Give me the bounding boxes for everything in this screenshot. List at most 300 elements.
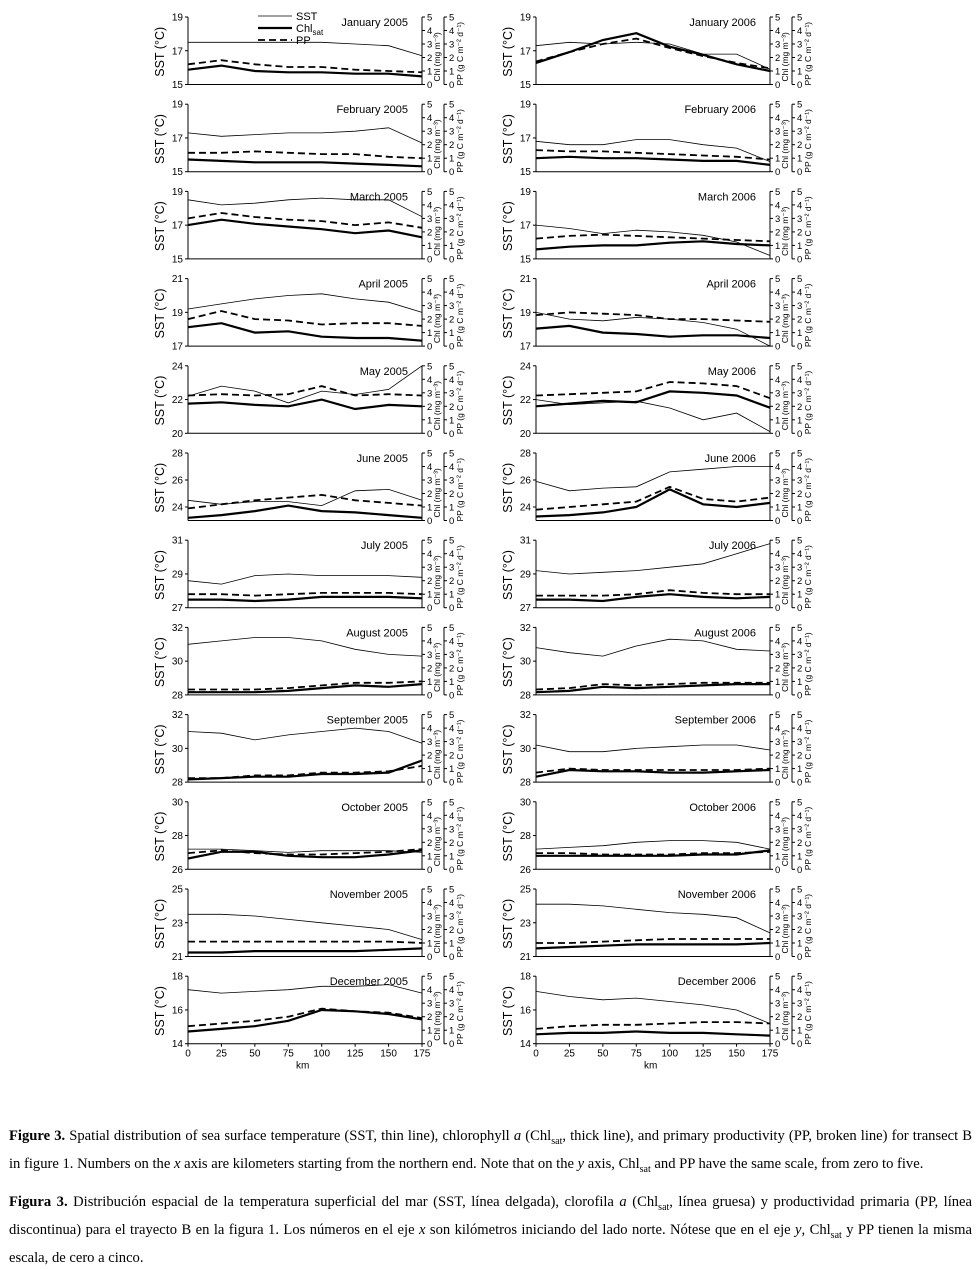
sst-axis-label: SST (°C) <box>501 724 515 775</box>
pp-tick-label: 3 <box>449 126 455 138</box>
sst-tick-label: 24 <box>171 361 183 373</box>
panel-september-2006 <box>501 710 813 789</box>
pp-tick-label: 2 <box>797 1012 803 1024</box>
pp-tick-label: 0 <box>449 80 455 91</box>
caption-es-italic-a: a <box>619 1194 627 1210</box>
chl-tick-label: 3 <box>427 911 433 923</box>
sst-tick-label: 28 <box>171 777 183 789</box>
chl-axis-label: Chl (mg m⁻³) <box>432 729 442 780</box>
pp-axis-label: PP (g C m⁻² d⁻¹) <box>455 806 465 871</box>
chl-tick-label: 3 <box>775 824 781 836</box>
sst-tick-label: 29 <box>171 569 183 581</box>
chl-tick-label: 2 <box>775 837 781 849</box>
chl-axis-label: Chl (mg m⁻³) <box>780 468 790 518</box>
sst-tick-label: 18 <box>171 971 183 983</box>
pp-tick-label: 5 <box>797 448 803 460</box>
pp-axis-label: PP (g C m⁻² d⁻¹) <box>803 109 813 173</box>
panel-october-2005 <box>153 797 465 876</box>
pp-tick-label: 4 <box>449 549 455 561</box>
caption-es-text: y PP tienen la misma escala, de cero a cinco. <box>9 1221 972 1266</box>
chl-tick-label: 3 <box>427 388 433 400</box>
caption-es-text: son kilómetros iniciando del lado norte. Nótese que en el eje <box>425 1221 796 1238</box>
sst-tick-label: 27 <box>519 603 531 615</box>
chl-tick-label: 2 <box>775 53 781 64</box>
panel-title: July 2006 <box>708 540 756 553</box>
chl-tick-label: 0 <box>427 952 433 963</box>
pp-tick-label: 5 <box>797 274 803 286</box>
pp-tick-label: 0 <box>449 516 455 527</box>
pp-tick-label: 5 <box>797 971 803 983</box>
sst-axis-label: SST (°C) <box>501 26 515 77</box>
chl-tick-label: 2 <box>775 401 781 413</box>
panel-june-2006 <box>501 449 813 528</box>
sst-line <box>536 312 770 346</box>
x-tick-label: 0 <box>533 1048 539 1060</box>
panel-title: April 2005 <box>358 278 408 291</box>
pp-tick-label: 0 <box>449 690 455 702</box>
pp-axis-label: PP (g C m⁻² d⁻¹) <box>803 196 813 260</box>
pp-tick-label: 4 <box>797 287 803 299</box>
sst-axis-label: SST (°C) <box>153 811 167 862</box>
pp-tick-label: 1 <box>797 153 803 165</box>
sst-tick-label: 19 <box>171 307 183 319</box>
chl-tick-label: 4 <box>775 287 781 299</box>
pp-tick-label: 2 <box>797 925 803 936</box>
chl-axis-label: Chl (mg m⁻³) <box>780 293 790 344</box>
sst-tick-label: 24 <box>519 361 531 373</box>
chl-tick-label: 2 <box>775 576 781 588</box>
sst-tick-label: 21 <box>171 952 183 963</box>
chl-tick-label: 3 <box>775 39 781 51</box>
pp-tick-label: 2 <box>449 576 455 588</box>
sst-tick-label: 14 <box>519 1039 531 1051</box>
chl-tick-label: 1 <box>427 240 433 252</box>
sst-tick-label: 29 <box>519 569 531 581</box>
sst-axis-label: SST (°C) <box>153 114 167 164</box>
caption-en-label: Figure 3. <box>9 1128 66 1144</box>
pp-tick-label: 5 <box>797 186 803 198</box>
pp-axis-label: PP (g C m⁻² d⁻¹) <box>803 806 813 871</box>
chl-tick-label: 4 <box>427 462 433 473</box>
sst-tick-label: 19 <box>519 186 531 198</box>
pp-tick-label: 4 <box>797 549 803 561</box>
pp-tick-label: 1 <box>797 851 803 863</box>
sst-tick-label: 17 <box>171 46 183 58</box>
chl-tick-label: 4 <box>427 898 433 909</box>
pp-tick-label: 4 <box>449 287 455 299</box>
pp-axis-label: PP (g C m⁻² d⁻¹) <box>455 370 465 435</box>
pp-axis-label: PP (g C m⁻² d⁻¹) <box>803 632 813 696</box>
pp-tick-label: 0 <box>797 777 803 789</box>
sst-line <box>536 639 770 656</box>
pp-tick-label: 4 <box>797 113 803 125</box>
panel-august-2005 <box>153 623 465 702</box>
sst-line <box>536 42 770 69</box>
x-tick-label: 25 <box>563 1048 575 1060</box>
sst-tick-label: 28 <box>519 831 531 843</box>
panel-july-2006 <box>501 536 813 615</box>
panel-august-2006 <box>501 623 813 702</box>
pp-tick-label: 5 <box>449 274 455 286</box>
chl-tick-label: 3 <box>427 562 433 574</box>
chl-tick-label: 0 <box>775 603 781 615</box>
pp-tick-label: 5 <box>449 99 455 111</box>
chl-tick-label: 5 <box>427 884 433 896</box>
sst-tick-label: 17 <box>519 46 531 58</box>
pp-tick-label: 0 <box>449 428 455 440</box>
chl-tick-label: 2 <box>775 140 781 152</box>
pp-tick-label: 2 <box>449 837 455 849</box>
chl-axis-label: Chl (mg m⁻³) <box>432 642 442 692</box>
pp-tick-label: 5 <box>449 448 455 460</box>
chl-tick-label: 0 <box>775 254 781 266</box>
caption-es-text: , Chl <box>801 1221 831 1238</box>
chl-axis-label: Chl (mg m⁻³) <box>780 904 790 954</box>
panel-title: July 2005 <box>360 540 408 553</box>
chl-tick-label: 0 <box>775 864 781 876</box>
chl-tick-label: 1 <box>775 502 781 514</box>
pp-tick-label: 1 <box>449 764 455 776</box>
sst-axis-label: SST (°C) <box>501 986 515 1036</box>
sst-axis-label: SST (°C) <box>153 550 167 600</box>
pp-tick-label: 0 <box>797 428 803 440</box>
sst-tick-label: 24 <box>171 502 183 514</box>
panel-title: February 2006 <box>684 104 756 117</box>
pp-tick-label: 0 <box>797 603 803 615</box>
panel-title: March 2006 <box>697 191 756 204</box>
pp-tick-label: 4 <box>797 723 803 735</box>
sst-tick-label: 17 <box>171 133 183 145</box>
sst-axis-label: SST (°C) <box>501 201 515 252</box>
pp-line <box>188 942 422 943</box>
sst-tick-label: 23 <box>171 918 183 930</box>
sst-tick-label: 21 <box>519 274 531 286</box>
sst-tick-label: 15 <box>519 80 531 91</box>
sst-tick-label: 17 <box>519 133 531 145</box>
chl-tick-label: 2 <box>427 314 433 326</box>
chl-tick-label: 1 <box>775 676 781 688</box>
panel-march-2005 <box>153 187 465 266</box>
chl-tick-label: 0 <box>427 428 433 440</box>
panel-april-2005 <box>153 274 465 353</box>
chl-axis-label: Chl (mg m⁻³) <box>432 904 442 954</box>
chl-tick-label: 5 <box>775 186 781 198</box>
sst-tick-label: 28 <box>519 777 531 789</box>
chl-tick-label: 2 <box>427 489 433 500</box>
pp-tick-label: 4 <box>797 898 803 909</box>
chl-tick-label: 0 <box>775 777 781 789</box>
panel-september-2005 <box>153 710 465 789</box>
caption-es-italic-x: x <box>418 1221 426 1238</box>
sst-tick-label: 17 <box>519 341 531 353</box>
sst-tick-label: 15 <box>171 80 183 91</box>
chl-line <box>536 326 770 338</box>
pp-line <box>536 235 770 242</box>
panel-may-2005 <box>153 361 465 440</box>
panel-title: June 2005 <box>356 453 408 465</box>
panel-january-2006 <box>501 13 813 92</box>
pp-line <box>188 151 422 158</box>
pp-tick-label: 2 <box>449 53 455 64</box>
pp-tick-label: 2 <box>449 750 455 762</box>
panel-november-2006 <box>501 885 813 964</box>
sst-axis-label: SST (°C) <box>501 114 515 164</box>
sst-axis-label: SST (°C) <box>153 375 167 426</box>
chl-tick-label: 3 <box>427 998 433 1010</box>
pp-line <box>188 495 422 509</box>
x-tick-label: 150 <box>728 1048 745 1060</box>
chl-line <box>188 323 422 341</box>
pp-tick-label: 3 <box>797 301 803 313</box>
chl-tick-label: 0 <box>427 1039 433 1051</box>
panel-title: November 2005 <box>329 889 408 901</box>
chl-tick-label: 1 <box>427 938 433 950</box>
chl-axis-label: Chl (mg m⁻³) <box>432 293 442 344</box>
x-tick-label: 75 <box>630 1048 642 1060</box>
caption-spanish <box>9 1191 972 1269</box>
pp-tick-label: 1 <box>449 1025 455 1037</box>
chl-tick-label: 3 <box>775 562 781 574</box>
panel-title: December 2005 <box>329 976 408 989</box>
pp-tick-label: 1 <box>449 153 455 165</box>
chl-tick-label: 3 <box>427 126 433 138</box>
pp-tick-label: 2 <box>449 489 455 500</box>
panel-title: October 2006 <box>689 801 756 814</box>
panel-title: December 2006 <box>677 976 756 989</box>
sst-tick-label: 15 <box>519 254 531 266</box>
pp-tick-label: 3 <box>449 475 455 487</box>
sst-tick-label: 30 <box>519 797 531 809</box>
chl-tick-label: 4 <box>775 113 781 125</box>
pp-tick-label: 0 <box>797 690 803 702</box>
chl-tick-label: 2 <box>775 663 781 675</box>
pp-tick-label: 1 <box>797 676 803 688</box>
pp-axis-label: PP (g C m⁻² d⁻¹) <box>455 283 465 348</box>
pp-tick-label: 3 <box>797 213 803 225</box>
pp-axis-label: PP (g C m⁻² d⁻¹) <box>803 21 813 86</box>
chl-axis-label: Chl (mg m⁻³) <box>780 555 790 605</box>
chl-tick-label: 4 <box>427 374 433 386</box>
chl-tick-label: 0 <box>775 516 781 527</box>
chl-tick-label: 2 <box>427 53 433 64</box>
sst-tick-label: 26 <box>171 475 183 487</box>
pp-tick-label: 4 <box>449 636 455 648</box>
sst-axis-label: SST (°C) <box>153 637 167 688</box>
chl-tick-label: 4 <box>775 985 781 997</box>
sst-tick-label: 15 <box>519 167 531 179</box>
legend <box>258 11 324 47</box>
chl-line <box>188 597 422 601</box>
pp-tick-label: 0 <box>797 516 803 527</box>
chl-tick-label: 5 <box>775 797 781 809</box>
sst-axis-label: SST (°C) <box>153 201 167 252</box>
pp-tick-label: 0 <box>797 952 803 963</box>
pp-axis-label: PP (g C m⁻² d⁻¹) <box>455 196 465 260</box>
sst-tick-label: 32 <box>171 622 183 634</box>
pp-tick-label: 1 <box>797 938 803 950</box>
chl-line <box>188 761 422 780</box>
pp-tick-label: 1 <box>449 328 455 340</box>
pp-axis-label: PP (g C m⁻² d⁻¹) <box>455 719 465 784</box>
chl-tick-label: 1 <box>427 676 433 688</box>
chl-tick-label: 2 <box>427 925 433 936</box>
chl-tick-label: 0 <box>775 428 781 440</box>
chl-tick-label: 5 <box>427 274 433 286</box>
pp-axis-label: PP (g C m⁻² d⁻¹) <box>455 545 465 609</box>
sst-tick-label: 19 <box>171 186 183 198</box>
pp-tick-label: 4 <box>449 200 455 212</box>
pp-tick-label: 4 <box>797 374 803 386</box>
pp-tick-label: 5 <box>797 622 803 634</box>
pp-tick-label: 0 <box>449 777 455 789</box>
panel-title: September 2005 <box>326 714 408 727</box>
sst-tick-label: 19 <box>171 99 183 111</box>
caption-en-italic-a: a <box>513 1128 522 1144</box>
pp-tick-label: 1 <box>797 764 803 776</box>
panel-november-2005 <box>153 885 465 964</box>
chl-tick-label: 5 <box>775 884 781 896</box>
chl-line <box>188 684 422 692</box>
sst-tick-label: 26 <box>519 864 531 876</box>
caption-es-text: Distribución espacial de la temperatura superficial del mar (SST, línea delgada), clorofila <box>67 1194 620 1210</box>
sst-tick-label: 27 <box>171 603 183 615</box>
pp-tick-label: 1 <box>797 240 803 252</box>
chl-tick-label: 2 <box>775 1012 781 1024</box>
chl-tick-label: 0 <box>775 341 781 353</box>
pp-line <box>536 939 770 943</box>
sst-tick-label: 25 <box>171 884 183 896</box>
x-tick-label: 50 <box>249 1048 261 1060</box>
pp-tick-label: 0 <box>797 80 803 91</box>
panel-title: November 2006 <box>677 889 756 901</box>
sst-tick-label: 19 <box>519 99 531 111</box>
pp-tick-label: 0 <box>449 1039 455 1051</box>
panel-title: March 2005 <box>349 191 408 204</box>
pp-axis-label: PP (g C m⁻² d⁻¹) <box>455 893 465 958</box>
chl-tick-label: 2 <box>427 227 433 239</box>
pp-tick-label: 0 <box>449 341 455 353</box>
pp-tick-label: 4 <box>449 113 455 125</box>
panel-october-2006 <box>501 797 813 876</box>
chl-tick-label: 1 <box>427 415 433 427</box>
caption-es-italic-y: y <box>795 1221 802 1238</box>
sst-tick-label: 30 <box>171 743 183 755</box>
chl-line <box>188 400 422 409</box>
x-axis-label: km <box>643 1060 658 1072</box>
pp-tick-label: 5 <box>449 622 455 634</box>
x-tick-label: 150 <box>380 1048 397 1060</box>
caption-en-text: axis, Chl <box>584 1155 640 1172</box>
sst-tick-label: 18 <box>519 971 531 983</box>
pp-tick-label: 5 <box>797 535 803 547</box>
chl-line <box>536 241 770 249</box>
sst-tick-label: 28 <box>519 690 531 702</box>
chl-tick-label: 0 <box>427 516 433 527</box>
chl-tick-label: 5 <box>427 448 433 460</box>
pp-tick-label: 1 <box>449 66 455 78</box>
pp-tick-label: 5 <box>449 884 455 896</box>
chl-tick-label: 2 <box>427 1012 433 1024</box>
pp-axis-label: PP (g C m⁻² d⁻¹) <box>803 545 813 609</box>
chl-tick-label: 1 <box>775 938 781 950</box>
panel-title: June 2006 <box>704 453 756 465</box>
sst-tick-label: 30 <box>519 743 531 755</box>
chl-tick-label: 4 <box>775 810 781 822</box>
panel-june-2005 <box>153 449 465 528</box>
pp-tick-label: 1 <box>449 938 455 950</box>
chl-tick-label: 1 <box>775 764 781 776</box>
chl-axis-label: Chl (mg m⁻³) <box>432 119 442 169</box>
chl-tick-label: 3 <box>427 301 433 313</box>
chl-tick-label: 1 <box>427 851 433 863</box>
chl-tick-label: 1 <box>775 240 781 252</box>
sst-tick-label: 32 <box>519 622 531 634</box>
pp-tick-label: 3 <box>449 998 455 1010</box>
panel-title: August 2006 <box>694 627 756 640</box>
pp-tick-label: 0 <box>449 167 455 179</box>
chl-tick-label: 5 <box>427 797 433 809</box>
chl-tick-label: 3 <box>775 388 781 400</box>
pp-axis-label: PP (g C m⁻² d⁻¹) <box>455 457 465 522</box>
pp-line <box>536 312 770 321</box>
caption-en-sub: sat <box>551 1135 563 1147</box>
chl-tick-label: 2 <box>775 314 781 326</box>
x-tick-label: 0 <box>185 1048 191 1060</box>
sst-line <box>536 991 770 1023</box>
caption-es-sub: sat <box>658 1201 670 1213</box>
chl-axis-label: Chl (mg m⁻³) <box>780 642 790 692</box>
sst-tick-label: 19 <box>171 12 183 24</box>
chl-tick-label: 1 <box>775 1025 781 1037</box>
chl-axis-label: Chl (mg m⁻³) <box>780 32 790 82</box>
chl-tick-label: 3 <box>775 126 781 138</box>
chl-tick-label: 5 <box>427 186 433 198</box>
pp-tick-label: 5 <box>797 797 803 809</box>
sst-line <box>188 914 422 939</box>
panel-title: August 2005 <box>346 627 408 640</box>
sst-tick-label: 19 <box>519 12 531 24</box>
chl-tick-label: 5 <box>775 12 781 24</box>
pp-axis-label: PP (g C m⁻² d⁻¹) <box>455 981 465 1045</box>
chl-tick-label: 0 <box>427 254 433 266</box>
pp-tick-label: 5 <box>449 535 455 547</box>
pp-tick-label: 1 <box>449 589 455 601</box>
caption-en-sub: sat <box>639 1163 651 1175</box>
sst-axis-label: SST (°C) <box>501 898 515 949</box>
caption-es-label: Figura 3. <box>9 1194 68 1210</box>
chl-line <box>536 770 770 777</box>
sst-tick-label: 17 <box>519 220 531 232</box>
chl-tick-label: 4 <box>427 723 433 735</box>
chl-tick-label: 3 <box>775 737 781 749</box>
chl-axis-label: Chl (mg m⁻³) <box>432 991 442 1041</box>
panel-title: October 2005 <box>341 801 408 814</box>
chl-tick-label: 4 <box>427 200 433 212</box>
pp-tick-label: 0 <box>449 254 455 266</box>
chl-tick-label: 4 <box>427 810 433 822</box>
chl-tick-label: 1 <box>427 153 433 165</box>
pp-tick-label: 3 <box>797 737 803 749</box>
sst-tick-label: 23 <box>519 918 531 930</box>
pp-tick-label: 4 <box>449 898 455 909</box>
pp-tick-label: 5 <box>797 361 803 373</box>
pp-tick-label: 0 <box>797 167 803 179</box>
chl-tick-label: 3 <box>427 213 433 225</box>
sst-tick-label: 15 <box>171 167 183 179</box>
sst-axis-label: SST (°C) <box>153 288 167 339</box>
chl-tick-label: 5 <box>775 448 781 460</box>
pp-tick-label: 3 <box>797 475 803 487</box>
